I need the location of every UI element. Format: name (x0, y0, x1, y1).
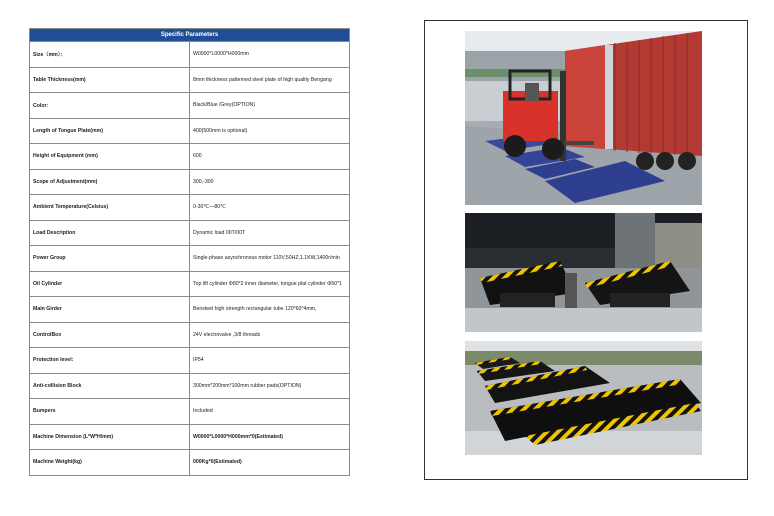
param-label: Scope of Adjustment(mm) (30, 169, 190, 195)
table-row (30, 220, 350, 246)
dock-leveler-row-photo (465, 341, 702, 455)
param-value: 000Kg*0(Estimated) (190, 450, 350, 476)
param-value: Dynamic load 00T/00T (190, 220, 350, 246)
param-label: Machine Dimension (L*W*H/mm) (30, 424, 190, 450)
param-value: 300mm*200mm*100mm rubber pads(OPTION) (190, 373, 350, 399)
param-label: Size（mm）： (30, 42, 190, 68)
table-row (30, 322, 350, 348)
table-header-row (30, 29, 350, 42)
specific-parameters-table (29, 28, 350, 476)
param-label: Load Description (30, 220, 190, 246)
table-row (30, 118, 350, 144)
table-title: Specific Parameters (30, 29, 350, 42)
table-row (30, 246, 350, 272)
param-label: Height of Equipment (mm) (30, 144, 190, 170)
param-label: Machine Weight(kg) (30, 450, 190, 476)
param-value: Included (190, 399, 350, 425)
param-value: Bensteel high strength rectangular tube 120*60*4mm, (190, 297, 350, 323)
param-value: 8mm thickness patterned steel plate of high quality Bengang (190, 67, 350, 93)
table-row (30, 424, 350, 450)
param-label: Ambient Temperature(Celsius) (30, 195, 190, 221)
table-row (30, 67, 350, 93)
table-row (30, 399, 350, 425)
param-value: Black/Blue /Grey(OPTION) (190, 93, 350, 119)
table-row (30, 450, 350, 476)
table-row (30, 144, 350, 170)
param-label: Bumpers (30, 399, 190, 425)
param-label: Length of Tongue Plate(mm) (30, 118, 190, 144)
param-value: 0-30℃—80℃ (190, 195, 350, 221)
param-label: Power Group (30, 246, 190, 272)
product-photo-panel (424, 20, 748, 480)
param-value: 400(500mm is optional) (190, 118, 350, 144)
table-row (30, 271, 350, 297)
param-value: IP54 (190, 348, 350, 374)
table-row (30, 42, 350, 68)
forklift-container-photo (465, 31, 702, 205)
param-label: Table Thickness(mm) (30, 67, 190, 93)
param-label: Protection level: (30, 348, 190, 374)
param-value: 600 (190, 144, 350, 170)
table-row (30, 169, 350, 195)
dock-leveler-pair-photo (465, 213, 702, 332)
table-row (30, 297, 350, 323)
param-value: 24V electrovalve ,3/8 threads (190, 322, 350, 348)
param-label: Color： (30, 93, 190, 119)
param-label: Anti-collision Block (30, 373, 190, 399)
param-label: Oil Cylinder (30, 271, 190, 297)
param-label: Main Girder (30, 297, 190, 323)
param-value: Top lift cylinder Φ80*2 inner diameter, tongue plat cylinder Φ50*1 (190, 271, 350, 297)
param-value: Single-phase asynchronous motor 110V,50HZ,1.1KW,1400r/min (190, 246, 350, 272)
param-value: W0000*L0000*H000mm (190, 42, 350, 68)
table-row (30, 348, 350, 374)
param-value: W0000*L0000*H000mm*0(Estimated) (190, 424, 350, 450)
param-label: ControlBox (30, 322, 190, 348)
table-row (30, 93, 350, 119)
param-value: 300,-300 (190, 169, 350, 195)
table-row (30, 195, 350, 221)
table-row (30, 373, 350, 399)
